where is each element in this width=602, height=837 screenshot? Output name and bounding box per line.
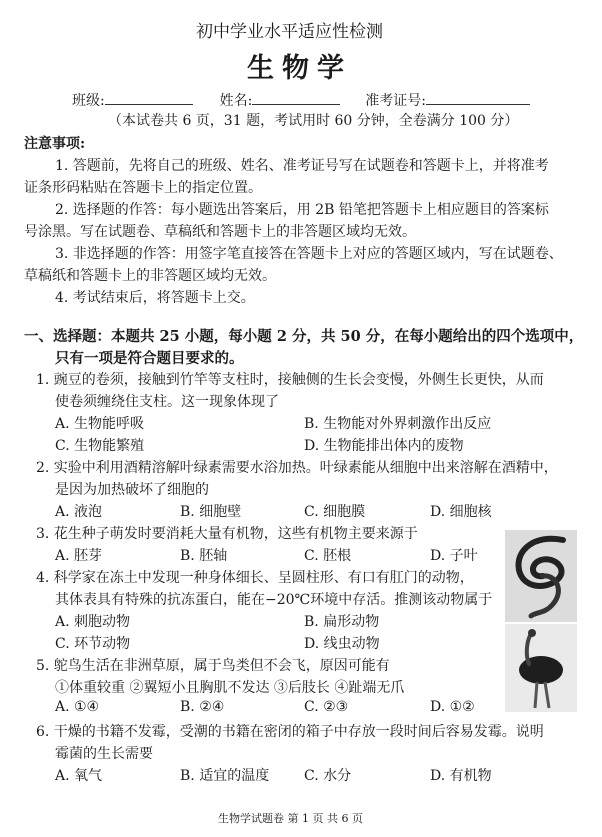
q2-option-c[interactable]: C. 细胞膜 (304, 504, 366, 520)
q6-option-c[interactable]: C. 水分 (304, 768, 352, 784)
question-1-line-2: 使卷须缠绕住支柱。这一现象体现了 (55, 394, 279, 410)
q5-option-a[interactable]: A. ①④ (55, 699, 100, 715)
page-footer: 生物学试题卷 第 1 页 共 6 页 (218, 812, 363, 825)
note-3-line-2: 草稿纸和答题卡上的非答题区域均无效。 (24, 268, 276, 284)
q2-option-d[interactable]: D. 细胞核 (430, 504, 492, 520)
exam-info: （本试卷共 6 页，31 题，考试用时 60 分钟，全卷满分 100 分） (108, 113, 519, 129)
q5-option-d[interactable]: D. ①② (430, 699, 475, 715)
q5-option-b[interactable]: B. ②④ (180, 699, 225, 715)
id-label: 准考证号: (365, 93, 426, 109)
question-1-line-1: 1. 豌豆的卷须，接触到竹竿等支柱时，接触侧的生长会变慢，外侧生长更快，从而 (36, 372, 544, 388)
question-5-line-1: 5. 鸵鸟生活在非洲草原，属于鸟类但不会飞，原因可能有 (36, 658, 390, 674)
q4-option-a[interactable]: A. 刺胞动物 (55, 614, 131, 630)
notes-title: 注意事项: (24, 136, 86, 152)
question-4-line-1: 4. 科学家在冻土中发现一种身体细长、呈圆柱形、有口有肛门的动物， (36, 570, 474, 586)
section-heading-line-2: 只有一项是符合题目要求的。 (55, 350, 244, 367)
q3-option-d[interactable]: D. 子叶 (430, 548, 478, 564)
question-2-line-2: 是因为加热破坏了细胞的 (55, 482, 209, 498)
section-heading-line-1: 一、选择题：本题共 25 小题，每小题 2 分，共 50 分，在每小题给出的四个选项中， (24, 328, 584, 345)
q3-option-c[interactable]: C. 胚根 (304, 548, 352, 564)
q1-option-b[interactable]: B. 生物能对外界刺激作出反应 (304, 416, 492, 432)
note-4: 4. 考试结束后，将答题卡上交。 (55, 290, 255, 306)
q2-option-a[interactable]: A. 液泡 (55, 504, 103, 520)
id-field[interactable] (426, 90, 530, 105)
note-1-line-1: 1. 答题前，先将自己的班级、姓名、准考证号写在试题卷和答题卡上，并将准考 (55, 158, 549, 174)
note-1-line-2: 证条形码粘贴在答题卡上的指定位置。 (24, 180, 262, 196)
q4-option-d[interactable]: D. 线虫动物 (304, 636, 380, 652)
q6-option-b[interactable]: B. 适宜的温度 (180, 768, 270, 784)
q1-option-a[interactable]: A. 生物能呼吸 (55, 416, 145, 432)
question-2-line-1: 2. 实验中利用酒精溶解叶绿素需要水浴加热。叶绿素能从细胞中出来溶解在酒精中， (36, 460, 558, 476)
subject-title: 生物学 (247, 53, 352, 84)
ostrich-icon (505, 624, 577, 712)
q5-option-c[interactable]: C. ②③ (304, 699, 349, 715)
q3-option-a[interactable]: A. 胚芽 (55, 548, 103, 564)
name-label: 姓名: (219, 93, 253, 109)
question-5-line-2: ①体重较重 ②翼短小且胸肌不发达 ③后肢长 ④趾端无爪 (55, 680, 405, 696)
note-3-line-1: 3. 非选择题的作答：用签字笔直接答在答题卡上对应的答题区域内，写在试题卷、 (55, 246, 563, 262)
q3-option-b[interactable]: B. 胚轴 (180, 548, 228, 564)
q1-option-d[interactable]: D. 生物能排出体内的废物 (304, 438, 464, 454)
q6-option-d[interactable]: D. 有机物 (430, 768, 492, 784)
student-info-row (72, 90, 530, 110)
question-3-line-1: 3. 花生种子萌发时要消耗大量有机物，这些有机物主要来源于 (36, 526, 418, 542)
question-6-line-2: 霉菌的生长需要 (55, 746, 153, 762)
name-field[interactable] (252, 90, 340, 105)
q4-option-b[interactable]: B. 扁形动物 (304, 614, 380, 630)
question-6-line-1: 6. 干燥的书籍不发霉，受潮的书籍在密闭的箱子中存放一段时间后容易发霉。说明 (36, 724, 544, 740)
note-2-line-1: 2. 选择题的作答：每小题选出答案后，用 2B 铅笔把答题卡上相应题目的答案标 (55, 202, 549, 218)
class-field[interactable] (105, 90, 193, 105)
q6-option-a[interactable]: A. 氧气 (55, 768, 103, 784)
nematode-icon (505, 530, 577, 622)
class-label: 班级: (72, 93, 105, 109)
note-2-line-2: 号涂黑。写在试题卷、草稿纸和答题卡上的非答题区域均无效。 (24, 224, 416, 240)
q2-option-b[interactable]: B. 细胞壁 (180, 504, 242, 520)
nematode-photo (505, 530, 577, 622)
exam-title: 初中学业水平适应性检测 (196, 22, 383, 42)
ostrich-photo (505, 624, 577, 712)
question-4-line-2: 其体表具有特殊的抗冻蛋白，能在−20℃环境中存活。推测该动物属于 (55, 592, 493, 608)
q4-option-c[interactable]: C. 环节动物 (55, 636, 131, 652)
q1-option-c[interactable]: C. 生物能繁殖 (55, 438, 145, 454)
